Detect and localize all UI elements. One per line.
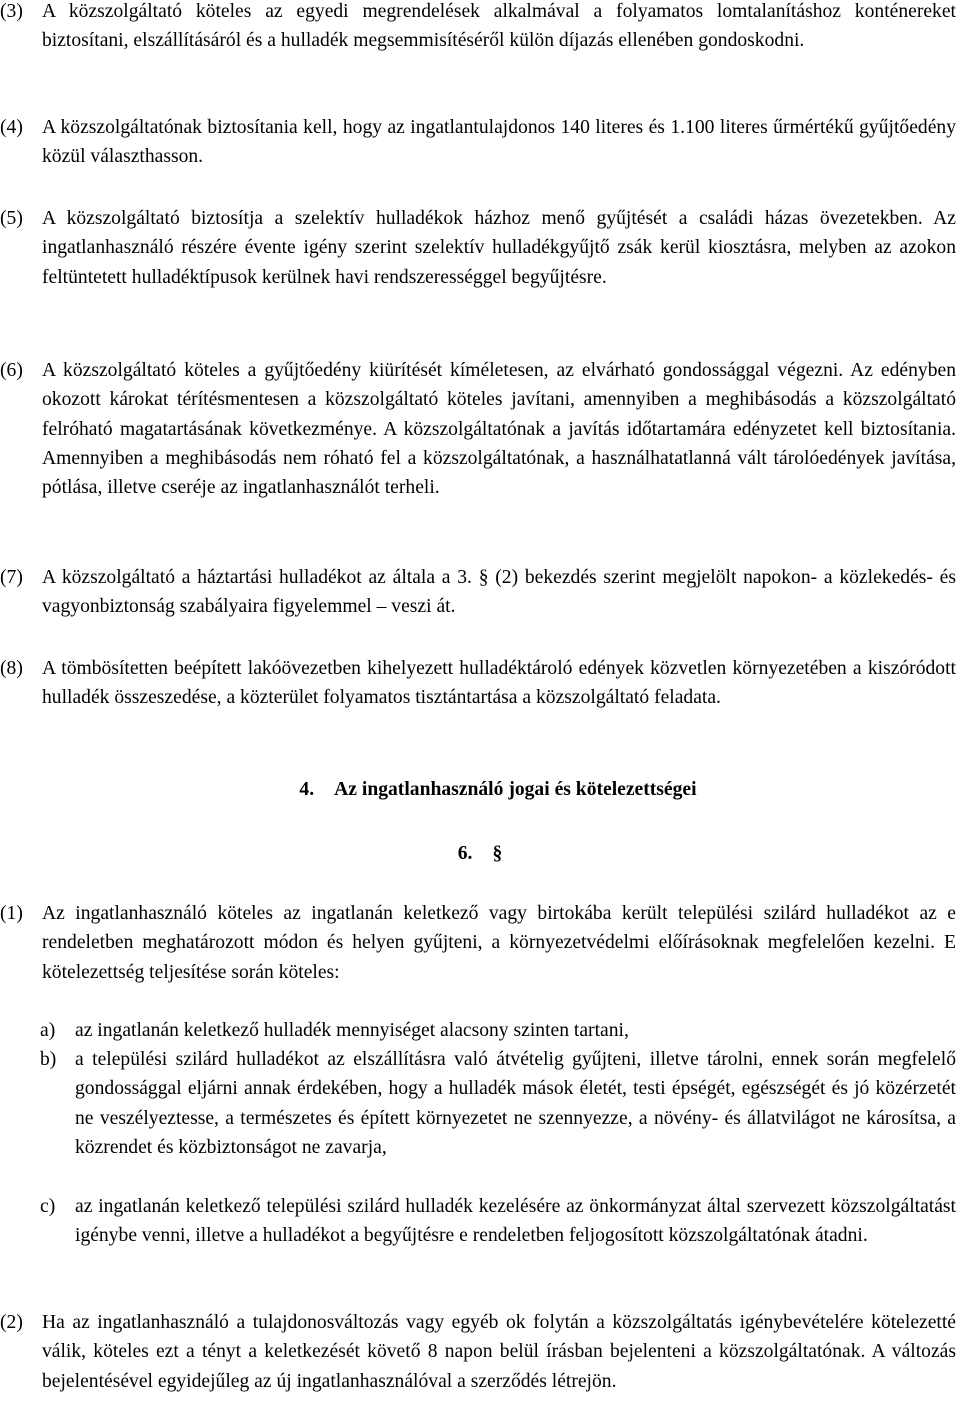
paragraph-number: (1) [0,903,23,924]
paragraph-text: A közszolgáltató köteles az egyedi megrendelések alkalmával a folyamatos lomtalanításhoz konténereket biztosítani, elszállításáról és a hulladék megsemmisítéséről külön díjazás ellenében gondoskodni. [42,1,956,52]
list-item-b [0,1045,956,1162]
paragraph-text: A közszolgáltató köteles a gyűjtőedény kiürítését kíméletesen, az elvárható gondossággal végezni. Az edényben okozott károkat térítésmentesen a közszolgáltató köteles javítani, amennyiben a meghibásodás a közszolgáltató felróható magatartásának következménye. A közszolgáltatónak a javítás időtartamára edényzetet kell biztosítania. Amennyiben a meghibásodás nem róható fel a közszolgáltatónak, a használhatatlanná vált tárolóedények javítása, pótlása, illetve cseréje az ingatlanhasználót terheli. [42,360,956,499]
paragraph-text: Ha az ingatlanhasználó a tulajdonosváltozás vagy egyéb ok folytán a közszolgáltatás igénybevételére kötelezetté válik, köteles ezt a tényt a keletkezését követő 8 napon belül írásban bejelenteni a közszolgáltatónak. A változás bejelentésével egyidejűleg az új ingatlanhasználóval a szerződés létrejön. [42,1312,956,1392]
paragraph-3 [0,0,956,56]
section-6-paragraph-2 [0,1308,956,1396]
section-sign: § [492,843,503,864]
paragraph-text: A közszolgáltató biztosítja a szelektív hulladékok házhoz menő gyűjtését a családi házas övezetekben. Az ingatlanhasználó részére évente igény szerint szelektív hulladékgyűjtő zsák kerül kiosztásra, melyben az azokon feltüntetett hulladéktípusok kerülnek havi rendszerességgel begyűjtésre. [42,208,956,288]
paragraph-text: Az ingatlanhasználó köteles az ingatlanán keletkező vagy birtokába került települési szilárd hulladékot az e rendeletben meghatározott módon és helyen gyűjteni, a környezetvédelmi előírásoknak megfelelően kezelni. E kötelezettség teljesítése során köteles: [42,903,956,983]
paragraph-number: (3) [0,1,23,22]
list-item-letter: a) [40,1020,56,1041]
paragraph-number: (5) [0,208,23,229]
list-item-letter: b) [40,1049,57,1070]
paragraph-number: (2) [0,1312,23,1333]
paragraph-7 [0,563,956,622]
section-number: 6. [457,843,473,864]
paragraph-number: (8) [0,658,23,679]
list-item-text: az ingatlanán keletkező hulladék mennyiséget alacsony szinten tartani, [75,1020,629,1041]
list-item-text: az ingatlanán keletkező települési szilárd hulladék kezelésére az önkormányzat által szervezett közszolgáltatást igénybe venni, illetve a hulladékot a begyűjtésre e rendeletben feljogosított közszolgáltatónak átadni. [75,1196,956,1247]
chapter-heading [0,775,960,804]
paragraph-8 [0,654,956,713]
paragraph-number: (4) [0,117,23,138]
paragraph-number: (7) [0,567,23,588]
section-6-paragraph-1 [0,899,956,987]
list-item-text: a települési szilárd hulladékot az elszállításra való átvételig gyűjteni, illetve tárolni, ennek során megfelelő gondossággal eljárni annak érdekében, hogy a hulladék mások életét, testi épségét, egészségét és jó közérzetét ne veszélyeztesse, a természetes és épített környezetet ne szennyezze, a növény- és állatvilágot ne károsítsa, a közrendet és közbiztonságot ne zavarja, [75,1049,956,1158]
paragraph-text: A tömbösítetten beépített lakóövezetben kihelyezett hulladéktároló edények közvetlen környezetében a kiszóródott hulladék összeszedése, a közterület folyamatos tisztántartása a közszolgáltató feladata. [42,658,956,709]
list-item-letter: c) [40,1196,56,1217]
chapter-title: Az ingatlanhasználó jogai és kötelezettségei [334,779,697,800]
paragraph-4 [0,113,956,172]
paragraph-6 [0,356,956,502]
paragraph-text: A közszolgáltató a háztartási hulladékot az általa a 3. § (2) bekezdés szerint megjelölt napokon- a közlekedés- és vagyonbiztonság szabályaira figyelemmel – veszi át. [42,567,956,618]
paragraph-5 [0,204,956,292]
paragraph-number: (6) [0,360,23,381]
section-heading [0,839,960,868]
list-item-a [0,1016,956,1045]
list-item-c [0,1192,956,1251]
paragraph-text: A közszolgáltatónak biztosítania kell, hogy az ingatlantulajdonos 140 literes és 1.100 literes űrmértékű gyűjtőedény közül választhasson. [42,117,956,168]
chapter-number: 4. [299,779,315,800]
